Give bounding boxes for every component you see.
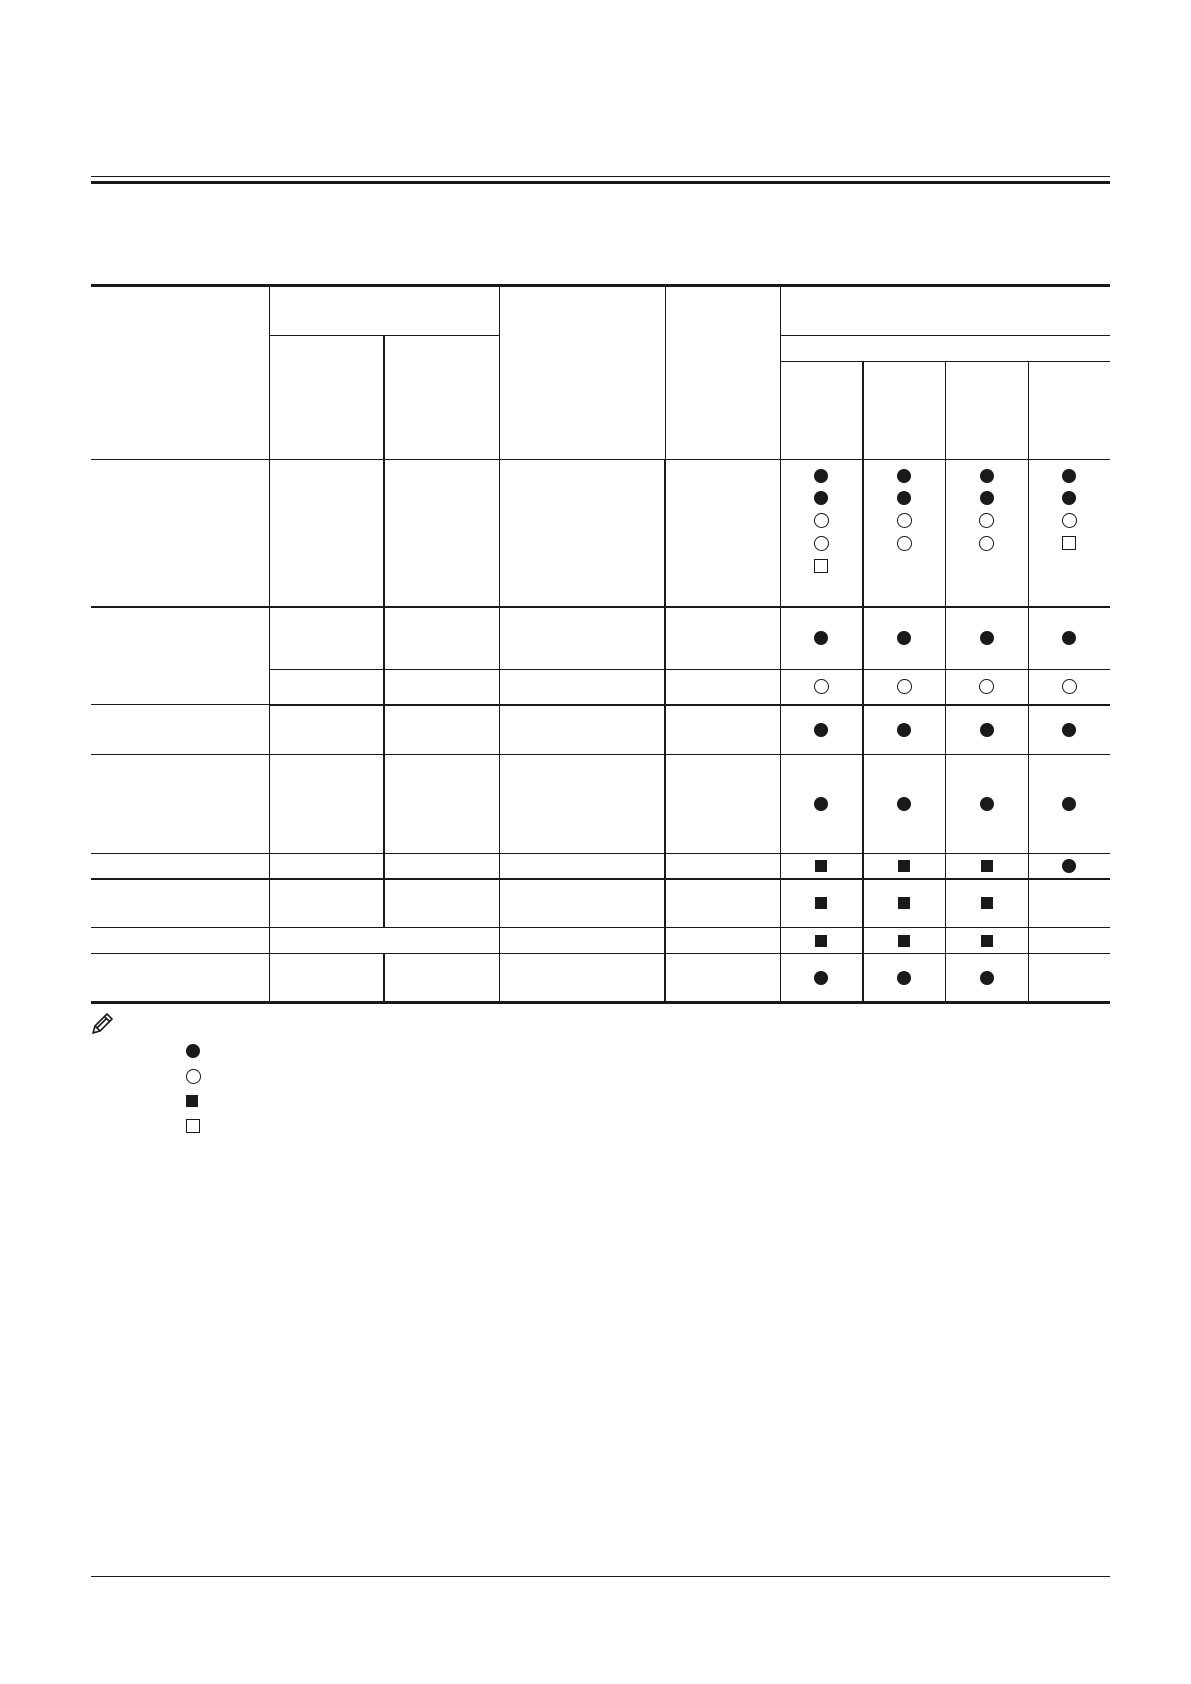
table-cell xyxy=(665,705,780,755)
mark-cell xyxy=(780,928,863,954)
table-cell xyxy=(499,954,665,1003)
pencil-icon xyxy=(90,1010,116,1036)
filled-circle-symbol-icon xyxy=(1062,491,1076,505)
open-circle-symbol-icon xyxy=(897,679,912,694)
header-rule-thick xyxy=(91,181,1110,184)
legend-item xyxy=(186,1090,201,1112)
filled-circle-symbol-icon xyxy=(1062,469,1076,483)
row-label-cell xyxy=(91,607,269,705)
filled-circle-symbol-icon xyxy=(1062,723,1076,737)
table-cell xyxy=(665,460,780,607)
footer-rule xyxy=(91,1576,1110,1577)
table-cell xyxy=(269,954,384,1003)
header-cell-models-group xyxy=(780,286,1110,336)
mark-cell xyxy=(1028,705,1110,755)
open-circle-symbol-icon xyxy=(814,679,829,694)
filled-circle-symbol-icon xyxy=(814,469,828,483)
mark-cell xyxy=(780,854,863,879)
mark-cell xyxy=(863,460,945,607)
table-cell xyxy=(269,670,384,705)
legend-item xyxy=(186,1065,201,1087)
open-circle-symbol-icon xyxy=(1062,679,1077,694)
table-cell xyxy=(665,879,780,928)
filled-circle-symbol-icon xyxy=(897,971,911,985)
mark-cell xyxy=(945,460,1028,607)
mark-cell xyxy=(945,705,1028,755)
legend-item xyxy=(186,1115,201,1137)
mark-cell xyxy=(780,879,863,928)
open-circle-symbol-icon xyxy=(897,513,912,528)
open-circle-symbol-icon xyxy=(979,679,994,694)
mark-cell xyxy=(945,854,1028,879)
row-label-cell xyxy=(91,854,269,879)
open-circle-symbol-icon xyxy=(186,1069,201,1084)
header-cell-col2 xyxy=(269,336,384,460)
table-cell xyxy=(269,755,384,854)
mark-cell xyxy=(945,879,1028,928)
header-cell-model-4 xyxy=(1028,362,1110,460)
row-label-cell xyxy=(91,755,269,854)
table-cell xyxy=(269,879,384,928)
table-cell xyxy=(499,460,665,607)
compatibility-table xyxy=(91,284,1110,1004)
table-cell xyxy=(499,854,665,879)
filled-square-symbol-icon xyxy=(981,897,993,909)
filled-square-symbol-icon xyxy=(898,897,910,909)
header-cell-model-3 xyxy=(945,362,1028,460)
mark-cell xyxy=(863,607,945,670)
filled-circle-symbol-icon xyxy=(1062,859,1076,873)
header-cell-group xyxy=(269,286,499,336)
table-cell xyxy=(665,670,780,705)
row-label-cell xyxy=(91,879,269,928)
table-cell xyxy=(499,670,665,705)
table-cell xyxy=(384,854,499,879)
header-rule-thin xyxy=(91,176,1110,177)
mark-cell xyxy=(863,928,945,954)
mark-cell xyxy=(780,954,863,1003)
header-cell-col3 xyxy=(384,336,499,460)
table-cell xyxy=(269,854,384,879)
table-cell xyxy=(665,854,780,879)
mark-cell xyxy=(863,705,945,755)
mark-cell xyxy=(780,670,863,705)
mark-cell xyxy=(1028,954,1110,1003)
table-cell xyxy=(499,755,665,854)
row-label-cell xyxy=(91,928,269,954)
table-cell xyxy=(384,954,499,1003)
legend-item xyxy=(186,1040,201,1062)
mark-cell xyxy=(945,607,1028,670)
open-square-symbol-icon xyxy=(814,559,828,573)
table-cell xyxy=(665,755,780,854)
filled-square-symbol-icon xyxy=(898,935,910,947)
open-square-symbol-icon xyxy=(1062,536,1076,550)
filled-circle-symbol-icon xyxy=(186,1044,200,1058)
filled-circle-symbol-icon xyxy=(980,723,994,737)
table-cell xyxy=(665,928,780,954)
mark-cell xyxy=(945,954,1028,1003)
filled-circle-symbol-icon xyxy=(980,797,994,811)
open-circle-symbol-icon xyxy=(979,513,994,528)
open-square-symbol-icon xyxy=(186,1119,200,1133)
table-cell xyxy=(384,755,499,854)
filled-circle-symbol-icon xyxy=(1062,631,1076,645)
header-cell-models-subgroup xyxy=(780,336,1110,362)
mark-cell xyxy=(1028,854,1110,879)
table-row xyxy=(91,460,1110,607)
row-label-cell xyxy=(91,460,269,607)
header-cell-col4 xyxy=(499,286,665,460)
filled-circle-symbol-icon xyxy=(897,797,911,811)
table-cell xyxy=(269,460,384,607)
table-row xyxy=(91,705,1110,755)
filled-square-symbol-icon xyxy=(898,860,910,872)
row-label-cell xyxy=(91,954,269,1003)
table-cell xyxy=(384,460,499,607)
filled-circle-symbol-icon xyxy=(897,631,911,645)
open-circle-symbol-icon xyxy=(814,536,829,551)
mark-cell xyxy=(945,755,1028,854)
mark-cell xyxy=(863,879,945,928)
table-cell xyxy=(269,607,384,670)
mark-cell xyxy=(1028,460,1110,607)
filled-square-symbol-icon xyxy=(186,1095,198,1107)
table-cell xyxy=(499,928,665,954)
mark-cell xyxy=(780,607,863,670)
mark-cell xyxy=(945,928,1028,954)
table-cell xyxy=(665,954,780,1003)
filled-square-symbol-icon xyxy=(981,935,993,947)
symbol-legend xyxy=(186,1040,201,1140)
header-cell-model-2 xyxy=(863,362,945,460)
mark-cell xyxy=(863,755,945,854)
filled-circle-symbol-icon xyxy=(814,631,828,645)
mark-cell xyxy=(1028,755,1110,854)
filled-circle-symbol-icon xyxy=(1062,797,1076,811)
mark-cell xyxy=(780,755,863,854)
filled-circle-symbol-icon xyxy=(897,469,911,483)
table-row xyxy=(91,854,1110,879)
open-circle-symbol-icon xyxy=(814,513,829,528)
mark-cell xyxy=(1028,879,1110,928)
open-circle-symbol-icon xyxy=(897,536,912,551)
table-cell xyxy=(384,607,499,670)
filled-circle-symbol-icon xyxy=(980,631,994,645)
mark-cell xyxy=(945,670,1028,705)
table-cell xyxy=(499,879,665,928)
table-cell xyxy=(269,705,384,755)
table-row xyxy=(91,755,1110,854)
header-cell-item xyxy=(91,286,269,460)
mark-cell xyxy=(863,670,945,705)
header-row-1 xyxy=(91,286,1110,336)
table-cell xyxy=(499,607,665,670)
mark-cell xyxy=(780,705,863,755)
filled-square-symbol-icon xyxy=(815,897,827,909)
open-circle-symbol-icon xyxy=(979,536,994,551)
table-cell xyxy=(499,705,665,755)
table-cell xyxy=(384,705,499,755)
table-cell xyxy=(384,879,499,928)
table-row xyxy=(91,607,1110,670)
header-cell-model-1 xyxy=(780,362,863,460)
table-row xyxy=(91,879,1110,928)
table-cell xyxy=(384,670,499,705)
mark-cell xyxy=(863,954,945,1003)
filled-circle-symbol-icon xyxy=(980,491,994,505)
mark-cell xyxy=(780,460,863,607)
filled-circle-symbol-icon xyxy=(980,971,994,985)
mark-cell xyxy=(863,854,945,879)
table-cell xyxy=(269,928,499,954)
filled-circle-symbol-icon xyxy=(897,723,911,737)
filled-circle-symbol-icon xyxy=(814,971,828,985)
table-row xyxy=(91,954,1110,1003)
table-row xyxy=(91,928,1110,954)
filled-circle-symbol-icon xyxy=(980,469,994,483)
mark-cell xyxy=(1028,928,1110,954)
filled-square-symbol-icon xyxy=(815,860,827,872)
header-cell-col5 xyxy=(665,286,780,460)
filled-circle-symbol-icon xyxy=(814,723,828,737)
mark-cell xyxy=(1028,607,1110,670)
filled-circle-symbol-icon xyxy=(814,491,828,505)
filled-circle-symbol-icon xyxy=(814,797,828,811)
row-label-cell xyxy=(91,705,269,755)
open-circle-symbol-icon xyxy=(1062,513,1077,528)
filled-square-symbol-icon xyxy=(981,860,993,872)
mark-cell xyxy=(1028,670,1110,705)
filled-circle-symbol-icon xyxy=(897,491,911,505)
filled-square-symbol-icon xyxy=(815,935,827,947)
table-cell xyxy=(665,607,780,670)
